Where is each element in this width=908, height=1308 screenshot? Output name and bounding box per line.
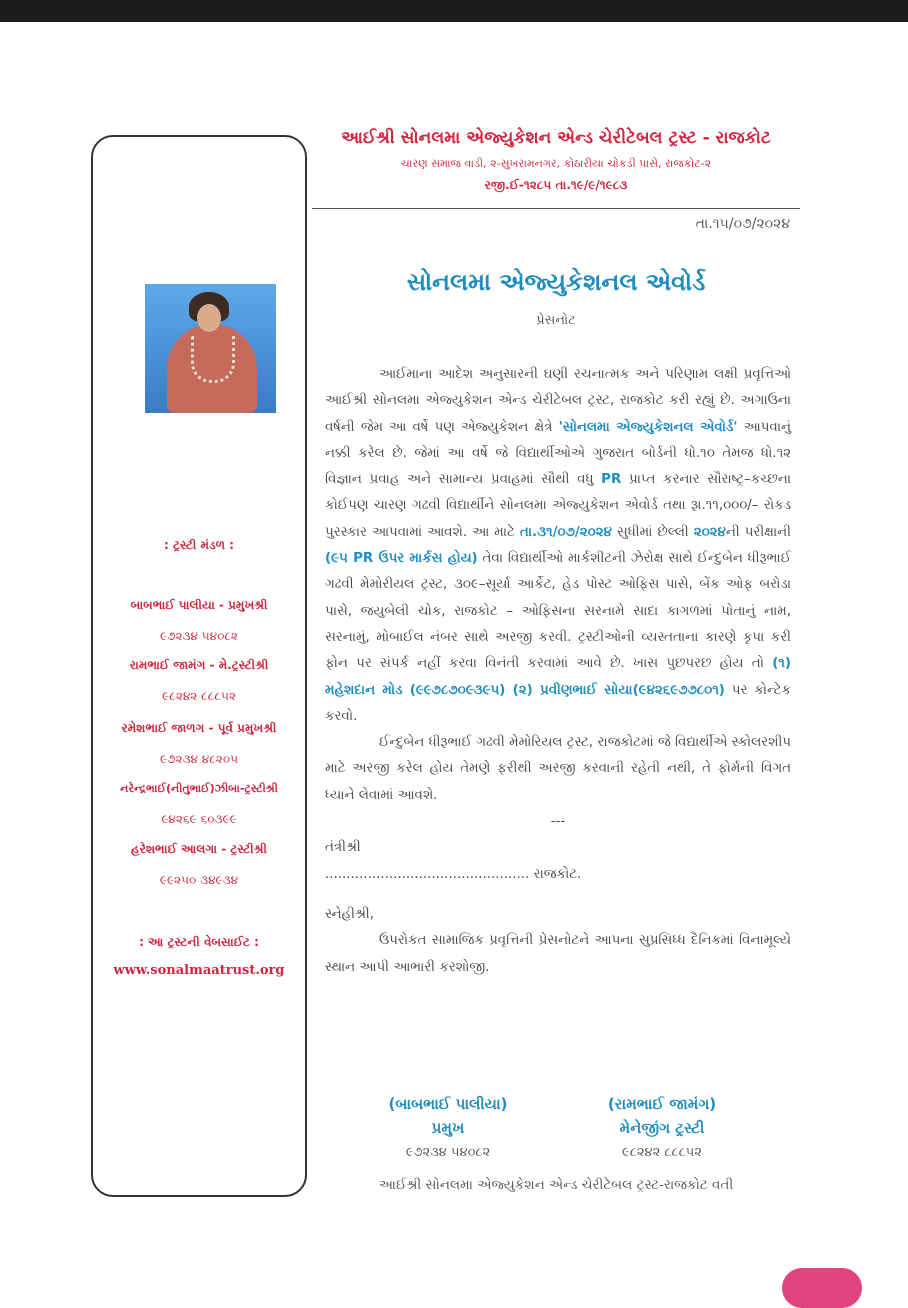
- letterhead: [312, 128, 800, 193]
- contact-persons: (૧) મહેશદાન મોડ (૯૯૭૮૭૦૯૩૯૫) (૨) પ્રવીણભાઈ સોયા(૯૪૨૬૯૭૭૮૦૧): [325, 656, 791, 698]
- paragraph-scholarship: ઈન્દુબેન ધીરૂભાઈ ગઢવી મેમોરિયલ ટ્રસ્ટ, રાજકોટમાં જે વિદ્યાર્થીએ સ્કોલરશીપ માટે અરજી કરેલ હોય તેમણે ફરીથી અરજી કરવાની રહેતી નથી, તે ફોર્મની વિગત ધ્યાને લેવામાં આવશે.: [325, 735, 791, 803]
- signatory-name: (બાબભાઈ પાલીયા): [388, 1095, 508, 1113]
- trustee-2: [93, 658, 305, 673]
- trustee-phone: ૯૭૨૩૪ ૪૮૨૦૫: [160, 752, 238, 766]
- signatory-name: (રામભાઈ જામંગ): [607, 1095, 717, 1113]
- trustee-4-phone-row: [93, 812, 305, 827]
- website-heading: : આ ટ્રસ્ટની વેબસાઈટ :: [139, 935, 259, 949]
- letter-date: તા.૧૫/૦૭/૨૦૨૪: [695, 216, 790, 232]
- paragraph-request: ઉપરોકત સામાજિક પ્રવૃત્તિની પ્રેસનોટને આપના સુપ્રસિધ્ધ દૈનિકમાં વિનામૂલ્યે સ્થાન આપી આભારી કરશોજી.: [325, 933, 791, 975]
- press-note-label: પ્રેસનોટ: [536, 313, 576, 328]
- website-link[interactable]: www.sonalmaatrust.org: [113, 963, 285, 978]
- award-name: 'સોનલમા એજ્યુકેશનલ એવોર્ડ': [558, 419, 738, 435]
- greeting: સ્નેહીશ્રી,: [325, 906, 374, 922]
- signature-president: [358, 1095, 538, 1160]
- signatory-role: મેનેજીંગ ટ્રસ્ટી: [619, 1119, 705, 1137]
- org-title: આઈશ્રી સોનલમા એજ્યુકેશન એન્ડ ચેરીટેબલ ટ્રસ્ટ - રાજકોટ: [341, 128, 771, 148]
- trustees-heading: : ટ્રસ્ટી મંડળ :: [164, 538, 234, 552]
- corner-badge: [782, 1268, 862, 1308]
- signatory-role: પ્રમુખ: [431, 1119, 465, 1137]
- portrait-photo: [145, 284, 276, 413]
- org-registration: રજી.ઈ-૧૨૮૫ તા.૧૯/૯/૧૯૮૩: [484, 178, 628, 192]
- trustee-name: નરેન્દ્રભાઈ(નીતુભાઈ)ઝીબા-ટ્રસ્ટીશ્રી: [120, 782, 278, 795]
- trustee-phone: ૯૯૨૫૦ ૩૪૯૩૪: [159, 873, 239, 887]
- trustee-1-phone-row: [93, 629, 305, 644]
- trustee-name: બાબભાઈ પાલીયા - પ્રમુખશ્રી: [130, 598, 268, 612]
- marks-criteria: (૯૫ PR ઉપર માર્કસ હોય): [325, 551, 478, 567]
- trustee-5: [93, 842, 305, 857]
- trustee-name: રમેશભાઈ જાળગ - પૂર્વ પ્રમુખશ્રી: [121, 721, 277, 735]
- separator: ---: [550, 814, 566, 830]
- trustee-phone: ૯૪૨૬૯ ૬૦૩૯૯: [161, 812, 237, 826]
- trustee-5-phone-row: [93, 873, 305, 888]
- signatory-phone: ૯૭૨૩૪ ૫૪૦૮૨: [405, 1145, 491, 1160]
- letter-body: [325, 362, 791, 981]
- signature-managing-trustee: [572, 1095, 752, 1160]
- header-divider: [312, 208, 800, 209]
- org-address: ચારણ સમાજ વાડી, ૨-સુખરામનગર, કોઠારીયા ચોકડી પાસે, રાજકોટ-૨: [400, 157, 712, 170]
- trustee-phone: ૯૭૨૩૪ ૫૪૦૮૨: [160, 629, 238, 643]
- trustee-3: [93, 721, 305, 736]
- trustee-1: [93, 598, 305, 613]
- dotted-address-line: ................................................ રાજકોટ.: [325, 866, 582, 882]
- trustee-phone: ૯૮૨૪૨ ૮૮૮૫૨: [162, 689, 236, 703]
- editor-salutation: તંત્રીશ્રી: [325, 840, 361, 856]
- trustee-2-phone-row: [93, 689, 305, 704]
- deadline: તા.૩૧/૦૭/૨૦૨૪: [519, 524, 612, 540]
- trustee-name: રામભાઈ જામંગ - મે.ટ્રસ્ટીશ્રી: [129, 658, 269, 672]
- trustee-3-phone-row: [93, 752, 305, 767]
- paragraph-award: આઈમાના આદેશ અનુસારની ઘણી રચનાત્મક અને પરિણામ લક્ષી પ્રવૃત્તિઓ આઈશ્રી સોનલમા એજ્યુકેશન એન્ડ ચેરીટેબલ ટ્રસ્ટ, રાજકોટ કરી રહ્યું છે. અગાઉના વર્ષની જેમ આ વર્ષે પણ એજ્યુકેશન ક્ષેત્રે 'સોનલમા એજ્યુકેશનલ એવોર્ડ' આપવાનું નક્કી કરેલ છે. જેમાં આ વર્ષે જે વિદ્યાર્થીઓએ ગુજરાત બોર્ડની ધો.૧૦ તેમજ ધો.૧૨ વિજ્ઞાન પ્રવાહ અને સામાન્ય પ્રવાહમાં સૌથી વધુ PR પ્રાપ્ત કરનાર સૌરાષ્ટ્ર–કચ્છના કોઈપણ ચારણ ગઢવી વિદ્યાર્થીને સોનલમા એજ્યુકેશન એવોર્ડ તથા રૂા.૧૧,૦૦૦/– રોકડ પુરસ્કાર આપવામાં આવશે. આ માટે તા.૩૧/૦૭/૨૦૨૪ સુધીમાં છેલ્લી ૨૦૨૪ની પરીક્ષાની (૯૫ PR ઉપર માર્કસ હોય) તેવા વિદ્યાર્થીઓ માર્કશીટની ઝેરોક્ષ સાથે ઈન્દુબેન ધીરૂભાઈ ગઢવી મેમોરીયલ ટ્રસ્ટ, ૩૦૯–સૂર્યા આર્કેટ, હેડ પોસ્ટ ઓફિસ પાસે, બેંક ઓફ બરોડા પાસે, જયુબેલી ચોક, રાજકોટ – ઓફિસના સરનામે સાદા કાગળમાં પોતાનું નામ, સરનામું, મોબાઈલ નંબર સાથે અરજી કરવી. ટ્રસ્ટીઓની વ્યસ્તતાના કારણે કૃપા કરી ફોન પર સંપર્ક નહીં કરવા વિનંતી કરવામાં આવે છે. ખાસ પુછપરછ હોય તો (૧) મહેશદાન મોડ (૯૯૭૮૭૦૯૩૯૫) (૨) પ્રવીણભાઈ સોયા(૯૪૨૬૯૭૭૮૦૧) પર કોન્ટેક કરવો.: [325, 367, 791, 724]
- trustee-4: [93, 782, 305, 796]
- signatory-phone: ૯૮૨૪૨ ૮૮૮૫૨: [622, 1145, 702, 1160]
- trustee-name: હરેશભાઈ આલગા - ટ્રસ્ટીશ્રી: [131, 842, 267, 856]
- top-bar: [0, 0, 908, 22]
- award-title: સોનલમા એજ્યુકેશનલ એવોર્ડ: [406, 268, 706, 296]
- on-behalf-line: આઈશ્રી સોનલમા એજ્યુકેશન એન્ડ ચેરીટેબલ ટ્રસ્ટ-રાજકોટ વતી: [378, 1177, 734, 1193]
